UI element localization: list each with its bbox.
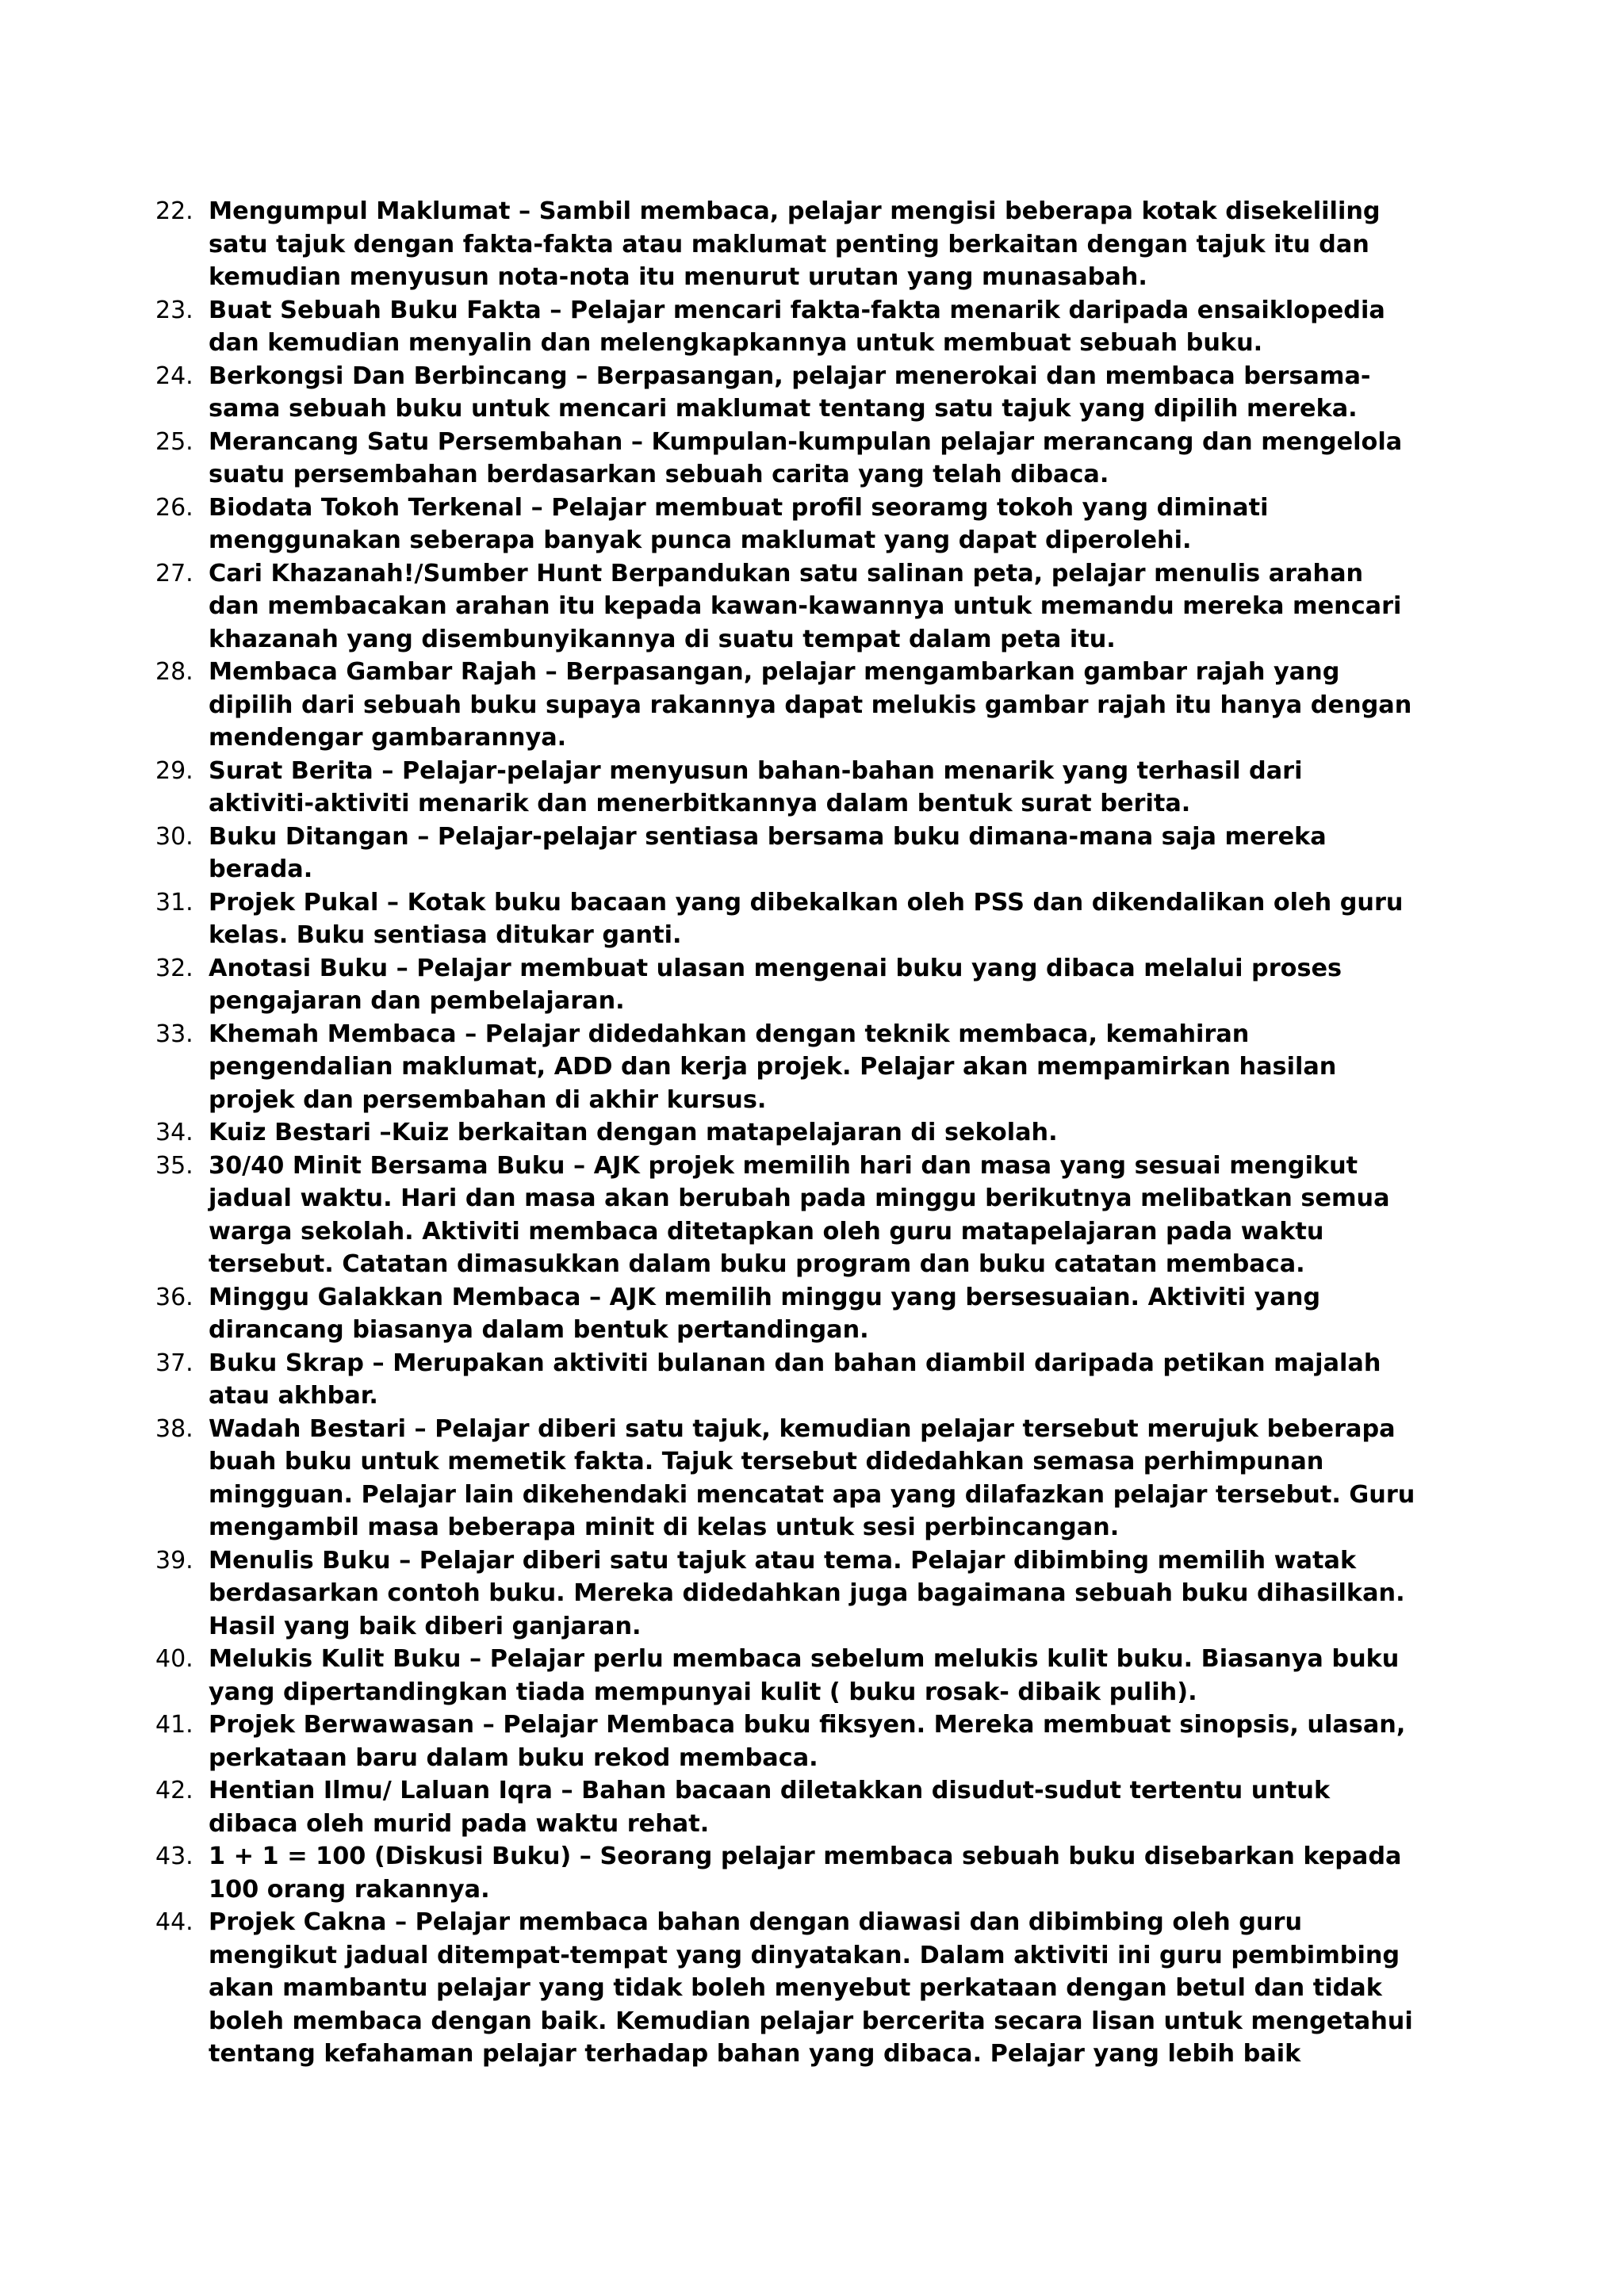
text-line: Hentian Ilmu/ Laluan Iqra – Bahan bacaan diletakkan disudut-sudut tertentu untuk: [209, 1777, 1331, 1804]
text-line: boleh membaca dengan baik. Kemudian pelajar bercerita secara lisan untuk mengetahui: [209, 2007, 1413, 2035]
list-item-text: [209, 1906, 1456, 2071]
text-line: akan mambantu pelajar yang tidak boleh menyebut perkataan dengan betul dan tidak: [209, 1974, 1382, 2002]
text-line: Kuiz Bestari –Kuiz berkaitan dengan matapelajaran di sekolah.: [209, 1119, 1058, 1146]
text-line: sama sebuah buku untuk mencari maklumat tentang satu tajuk yang dipilih mereka.: [209, 395, 1358, 423]
list-item-text: [209, 1150, 1456, 1281]
text-line: pengendalian maklumat, ADD dan kerja projek. Pelajar akan mempamirkan hasilan: [209, 1053, 1337, 1081]
text-line: dan kemudian menyalin dan melengkapkannya untuk membuat sebuah buku.: [209, 329, 1263, 357]
text-line: Buku Ditangan – Pelajar-pelajar sentiasa bersama buku dimana-mana saja mereka: [209, 822, 1327, 851]
text-line: Melukis Kulit Buku – Pelajar perlu membaca sebelum melukis kulit buku. Biasanya buku: [209, 1645, 1400, 1673]
text-line: 1 + 1 = 100 (Diskusi Buku) – Seorang pelajar membaca sebuah buku disebarkan kepada: [209, 1843, 1402, 1870]
text-line: Berkongsi Dan Berbincang – Berpasangan, pelajar menerokai dan membaca bersama-: [209, 362, 1371, 390]
text-line: projek dan persembahan di akhir kursus.: [209, 1085, 767, 1114]
list-item: [155, 886, 1456, 952]
text-line: berada.: [209, 855, 313, 883]
text-line: satu tajuk dengan fakta-fakta atau maklumat penting berkaitan dengan tajuk itu dan: [209, 230, 1369, 258]
list-item: [155, 1413, 1456, 1544]
list-item-text: [209, 426, 1456, 492]
text-line: 100 orang rakannya.: [209, 1875, 490, 1904]
text-line: aktiviti-aktiviti menarik dan menerbitkannya dalam bentuk surat berita.: [209, 790, 1191, 817]
text-line: pengajaran dan pembelajaran.: [209, 987, 625, 1015]
list-item: [155, 821, 1456, 886]
text-line: Projek Pukal – Kotak buku bacaan yang dibekalkan oleh PSS dan dikendalikan oleh guru: [209, 888, 1404, 916]
list-item-number: 23.: [155, 296, 193, 324]
list-item-number: 32.: [155, 954, 193, 982]
list-item-text: [209, 557, 1456, 656]
text-line: Wadah Bestari – Pelajar diberi satu tajuk, kemudian pelajar tersebut merujuk beberapa: [209, 1414, 1396, 1443]
list-item-number: 27.: [155, 559, 193, 587]
text-line: Buku Skrap – Merupakan aktiviti bulanan dan bahan diambil daripada petikan majalah: [209, 1349, 1381, 1377]
list-item-text: [209, 1347, 1456, 1413]
list-item: [155, 294, 1456, 360]
text-line: yang dipertandingkan tiada mempunyai kulit ( buku rosak- dibaik pulih).: [209, 1678, 1197, 1706]
list-item-text: [209, 1544, 1456, 1644]
list-item: [155, 1347, 1456, 1413]
list-item-number: 26.: [155, 493, 193, 522]
list-item: [155, 1150, 1456, 1281]
text-line: khazanah yang disembunyikannya di suatu tempat dalam peta itu.: [209, 625, 1116, 653]
list-item: [155, 1840, 1456, 1906]
list-item: [155, 755, 1456, 821]
list-item-number: 44.: [155, 1908, 193, 1936]
list-item-number: 31.: [155, 888, 193, 916]
list-item-text: [209, 1709, 1456, 1774]
list-item: [155, 1643, 1456, 1709]
list-item-number: 34.: [155, 1119, 193, 1146]
text-line: Membaca Gambar Rajah – Berpasangan, pelajar mengambarkan gambar rajah yang: [209, 658, 1340, 686]
list-item-number: 40.: [155, 1645, 193, 1673]
text-line: Biodata Tokoh Terkenal – Pelajar membuat profil seoramg tokoh yang diminati: [209, 493, 1269, 522]
list-item: [155, 952, 1456, 1018]
text-line: Menulis Buku – Pelajar diberi satu tajuk atau tema. Pelajar dibimbing memilih watak: [209, 1546, 1357, 1575]
text-line: berdasarkan contoh buku. Mereka didedahkan juga bagaimana sebuah buku dihasilkan.: [209, 1579, 1405, 1607]
text-line: mengambil masa beberapa minit di kelas untuk sesi perbincangan.: [209, 1513, 1120, 1541]
list-item: [155, 426, 1456, 492]
list-item-number: 42.: [155, 1777, 193, 1804]
list-item: [155, 1544, 1456, 1644]
text-line: atau akhbar.: [209, 1382, 378, 1410]
list-item: [155, 1281, 1456, 1347]
numbered-activity-list: [155, 195, 1456, 2071]
text-line: Khemah Membaca – Pelajar didedahkan dengan teknik membaca, kemahiran: [209, 1020, 1250, 1048]
list-item-number: 30.: [155, 822, 193, 851]
text-line: mingguan. Pelajar lain dikehendaki mencatat apa yang dilafazkan pelajar tersebut. Guru: [209, 1480, 1415, 1509]
list-item: [155, 557, 1456, 656]
list-item-number: 39.: [155, 1546, 193, 1575]
text-line: Projek Cakna – Pelajar membaca bahan dengan diawasi dan dibimbing oleh guru: [209, 1908, 1303, 1936]
list-item-text: [209, 755, 1456, 821]
text-line: dan membacakan arahan itu kepada kawan-kawannya untuk memandu mereka mencari: [209, 592, 1402, 620]
text-line: mendengar gambarannya.: [209, 724, 567, 752]
text-line: mengikut jadual ditempat-tempat yang dinyatakan. Dalam aktiviti ini guru pembimbing: [209, 1941, 1400, 1969]
list-item: [155, 1774, 1456, 1840]
text-line: dibaca oleh murid pada waktu rehat.: [209, 1809, 710, 1838]
list-item-text: [209, 656, 1456, 755]
list-item-number: 29.: [155, 756, 193, 785]
text-line: Buat Sebuah Buku Fakta – Pelajar mencari fakta-fakta menarik daripada ensaiklopedia: [209, 296, 1385, 324]
text-line: menggunakan seberapa banyak punca maklumat yang dapat diperolehi.: [209, 526, 1192, 554]
list-item-text: [209, 1643, 1456, 1709]
list-item-number: 24.: [155, 362, 193, 390]
list-item-number: 37.: [155, 1349, 193, 1377]
text-line: Cari Khazanah!/Sumber Hunt Berpandukan satu salinan peta, pelajar menulis arahan: [209, 559, 1364, 587]
list-item-text: [209, 1116, 1456, 1150]
list-item-number: 35.: [155, 1151, 193, 1180]
list-item: [155, 360, 1456, 426]
list-item: [155, 1906, 1456, 2071]
text-line: Minggu Galakkan Membaca – AJK memilih minggu yang bersesuaian. Aktiviti yang: [209, 1283, 1321, 1311]
list-item-number: 36.: [155, 1283, 193, 1311]
list-item-number: 22.: [155, 197, 193, 225]
list-item-number: 25.: [155, 427, 193, 456]
list-item-text: [209, 1840, 1456, 1906]
list-item-text: [209, 1281, 1456, 1347]
text-line: perkataan baru dalam buku rekod membaca.: [209, 1743, 818, 1772]
text-line: Surat Berita – Pelajar-pelajar menyusun bahan-bahan menarik yang terhasil dari: [209, 756, 1303, 785]
list-item-number: 41.: [155, 1711, 193, 1739]
list-item-number: 43.: [155, 1843, 193, 1870]
list-item: [155, 492, 1456, 557]
list-item-number: 33.: [155, 1020, 193, 1048]
list-item-text: [209, 492, 1456, 557]
text-line: kelas. Buku sentiasa ditukar ganti.: [209, 921, 682, 949]
text-line: suatu persembahan berdasarkan sebuah carita yang telah dibaca.: [209, 461, 1109, 488]
list-item-text: [209, 1413, 1456, 1544]
list-item-text: [209, 952, 1456, 1018]
text-line: tersebut. Catatan dimasukkan dalam buku program dan buku catatan membaca.: [209, 1250, 1305, 1278]
text-line: warga sekolah. Aktiviti membaca ditetapkan oleh guru matapelajaran pada waktu: [209, 1217, 1324, 1246]
text-line: Projek Berwawasan – Pelajar Membaca buku fiksyen. Mereka membuat sinopsis, ulasan,: [209, 1711, 1406, 1739]
text-line: kemudian menyusun nota-nota itu menurut urutan yang munasabah.: [209, 263, 1147, 291]
text-line: 30/40 Minit Bersama Buku – AJK projek memilih hari dan masa yang sesuai mengikut: [209, 1151, 1358, 1180]
list-item: [155, 1709, 1456, 1774]
text-line: jadual waktu. Hari dan masa akan berubah pada minggu berikutnya melibatkan semua: [209, 1184, 1390, 1212]
list-item: [155, 195, 1456, 294]
text-line: Merancang Satu Persembahan – Kumpulan-kumpulan pelajar merancang dan mengelola: [209, 427, 1403, 456]
text-line: dipilih dari sebuah buku supaya rakannya dapat melukis gambar rajah itu hanya dengan: [209, 691, 1412, 719]
text-line: Mengumpul Maklumat – Sambil membaca, pelajar mengisi beberapa kotak disekeliling: [209, 197, 1381, 225]
list-item-text: [209, 1018, 1456, 1117]
list-item-text: [209, 886, 1456, 952]
list-item-text: [209, 195, 1456, 294]
text-line: Anotasi Buku – Pelajar membuat ulasan mengenai buku yang dibaca melalui proses: [209, 954, 1342, 982]
list-item-text: [209, 360, 1456, 426]
list-item: [155, 656, 1456, 755]
list-item-text: [209, 821, 1456, 886]
text-line: Hasil yang baik diberi ganjaran.: [209, 1612, 642, 1640]
list-item-text: [209, 294, 1456, 360]
list-item-text: [209, 1774, 1456, 1840]
text-line: buah buku untuk memetik fakta. Tajuk tersebut didedahkan semasa perhimpunan: [209, 1448, 1324, 1475]
list-item: [155, 1018, 1456, 1117]
text-line: dirancang biasanya dalam bentuk pertandingan.: [209, 1316, 869, 1344]
list-item-number: 38.: [155, 1414, 193, 1443]
list-item: [155, 1116, 1456, 1150]
list-item-number: 28.: [155, 658, 193, 686]
text-line: tentang kefahaman pelajar terhadap bahan yang dibaca. Pelajar yang lebih baik: [209, 2040, 1301, 2068]
